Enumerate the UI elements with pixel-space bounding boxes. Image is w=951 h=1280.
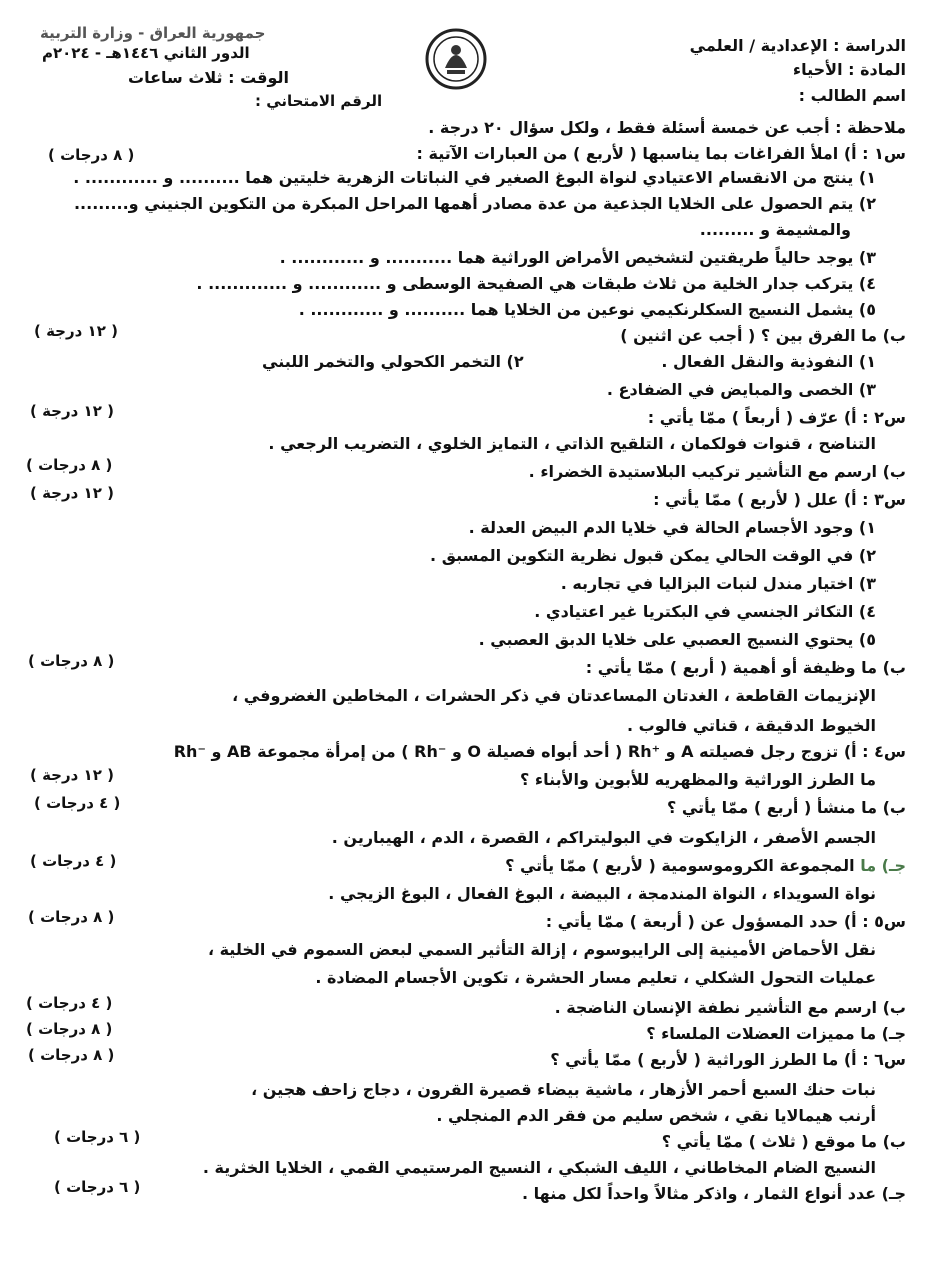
header-subject: المادة : الأحياء [792, 60, 906, 79]
q3-a1: ١) وجود الأجسام الحالة في خلايا الدم البيض العدلة . [468, 518, 876, 537]
q3-a-heading: س٣ : أ) علل ( لأربع ) ممّا يأتي : [653, 490, 906, 509]
q1-b3: ٣) الخصى والمبايض في الضفادع . [606, 380, 876, 399]
q6-b-marks: ( ٦ درجات ) [54, 1128, 141, 1146]
header-time: الوقت : ثلاث ساعات [128, 68, 290, 87]
q4-c-items: نواة السويداء ، النواة المندمجة ، البيضة ، البوغ الفعال ، البوغ الزيجي . [328, 884, 876, 903]
ministry-seal-icon [425, 28, 487, 90]
q5-a-heading: س٥ : أ) حدد المسؤول عن ( أربعة ) ممّا يأتي : [545, 912, 906, 931]
q4-c-rest: المجموعة الكروموسومية ( لأربع ) ممّا يأتي ؟ [505, 856, 855, 875]
q4-a-question: ما الطرز الوراثية والمظهريه للأبوين والأبناء ؟ [520, 770, 876, 789]
q3-a5: ٥) يحتوي النسيج العصبي على خلايا الدبق العصبي . [478, 630, 876, 649]
q5-b-marks: ( ٤ درجات ) [26, 994, 113, 1012]
q5-a-marks: ( ٨ درجات ) [28, 908, 115, 926]
header-ministry: جمهورية العراق - وزارة التربية [40, 24, 266, 42]
header-exam-number: الرقم الامتحاني : [255, 92, 383, 110]
q4-a-marks: ( ١٢ درجة ) [30, 766, 114, 784]
q2-b-marks: ( ٨ درجات ) [26, 456, 113, 474]
q4-a-heading: س٤ : أ) تزوج رجل فصيلته A و ⁺Rh ( أحد أبواه فصيلة O و ⁻Rh ) من إمرأة مجموعة AB و ⁻Rh [173, 742, 906, 761]
q5-c-marks: ( ٨ درجات ) [26, 1020, 113, 1038]
q1-a4: ٤) يتركب جدار الخلية من ثلاث طبقات هي الصفيحة الوسطى و ............ و ............. . [196, 274, 876, 293]
q3-a-marks: ( ١٢ درجة ) [30, 484, 114, 502]
q2-b-heading: ب) ارسم مع التأشير تركيب البلاستيدة الخضراء . [528, 462, 906, 481]
q4-b-items: الجسم الأصفر ، الزايكوت في البوليتراكم ، القصرة ، الدم ، الهيبارين . [331, 828, 876, 847]
header-study: الدراسة : الإعدادية / العلمي [689, 36, 906, 55]
q2-a-items: التناضح ، قنوات فولكمان ، التلقيح الذاتي ، التمايز الخلوي ، التضريب الرجعي . [268, 434, 876, 453]
q5-a-items2: عمليات التحول الشكلي ، تعليم مسار الحشرة ، تكوين الأجسام المضادة . [315, 968, 876, 987]
q1-a3: ٣) يوجد حالياً طريقتين لتشخيص الأمراض الوراثية هما ........... و ............ . [279, 248, 876, 267]
q3-a4: ٤) التكاثر الجنسي في البكتريا غير اعتيادي . [534, 602, 876, 621]
q4-b-marks: ( ٤ درجات ) [34, 794, 121, 812]
q4-c-marks: ( ٤ درجات ) [30, 852, 117, 870]
q1-a2: ٢) يتم الحصول على الخلايا الجذعية من عدة مصادر أهمها المراحل المبكرة من التكوين الجنيني و......... [73, 194, 876, 213]
q1-b2: ٢) التخمر الكحولي والتخمر اللبني [262, 352, 524, 371]
q4-c-prefix: جـ) ما [854, 856, 906, 875]
q3-b-items2: الخيوط الدقيقة ، قناتي فالوب . [627, 716, 876, 735]
q2-a-heading: س٢ : أ) عرّف ( أربعاً ) ممّا يأتي : [647, 408, 906, 427]
q1-a5: ٥) يشمل النسيج السكلرنكيمي نوعين من الخلايا هما .......... و ............ . [298, 300, 876, 319]
header-student-name: اسم الطالب : [798, 86, 906, 105]
q1-a-heading: س١ : أ) املأ الفراغات بما يناسبها ( لأربع ) من العبارات الآتية : [416, 144, 906, 163]
q5-b-heading: ب) ارسم مع التأشير نطفة الإنسان الناضجة . [554, 998, 906, 1017]
q1-b1: ١) النفوذية والنقل الفعال . [661, 352, 876, 371]
q3-a3: ٣) اختيار مندل لنبات البزاليا في تجاربه . [560, 574, 876, 593]
q6-a-items2: أرنب هيمالايا نقي ، شخص سليم من فقر الدم المنجلي . [436, 1106, 876, 1125]
q3-b-marks: ( ٨ درجات ) [28, 652, 115, 670]
q1-b-marks: ( ١٢ درجة ) [34, 322, 118, 340]
q6-c-heading: جـ) عدد أنواع الثمار ، واذكر مثالاً واحداً لكل منها . [521, 1184, 906, 1203]
q6-a-heading: س٦ : أ) ما الطرز الوراثية ( لأربع ) ممّا يأتي ؟ [550, 1050, 906, 1069]
q3-b-items1: الإنزيمات القاطعة ، الغدتان المساعدتان في ذكر الحشرات ، المخاطين الغضروفي ، [232, 686, 876, 705]
q6-a-items1: نبات حنك السبع أحمر الأزهار ، ماشية بيضاء قصيرة القرون ، دجاج زاحف هجين ، [251, 1080, 876, 1099]
q1-a1: ١) ينتج من الانقسام الاعتيادي لنواة البوغ الصغير في النباتات الزهرية خليتين هما .......... و ............ . [73, 168, 876, 187]
q6-b-items: النسيج الضام المخاطاني ، الليف الشبكي ، النسيج المرستيمي القمي ، الخلايا الخثرية . [202, 1158, 876, 1177]
q5-a-items1: نقل الأحماض الأمينية إلى الرايبوسوم ، إزالة التأثير السمي لبعض السموم في الخلية ، [207, 940, 876, 959]
q6-b-heading: ب) ما موقع ( ثلاث ) ممّا يأتي ؟ [661, 1132, 906, 1151]
q3-b-heading: ب) ما وظيفة أو أهمية ( أربع ) ممّا يأتي : [585, 658, 906, 677]
header-session: الدور الثاني ١٤٤٦هـ - ٢٠٢٤م [42, 44, 250, 62]
q3-a2: ٢) في الوقت الحالي يمكن قبول نظرية التكوين المسبق . [430, 546, 876, 565]
q1-b-heading: ب) ما الفرق بين ؟ ( أجب عن اثنين ) [620, 326, 906, 345]
q6-c-marks: ( ٦ درجات ) [54, 1178, 141, 1196]
q6-a-marks: ( ٨ درجات ) [28, 1046, 115, 1064]
exam-note: ملاحظة : أجب عن خمسة أسئلة فقط ، ولكل سؤال ٢٠ درجة . [428, 118, 906, 137]
q4-b-heading: ب) ما منشأ ( أربع ) ممّا يأتي ؟ [667, 798, 906, 817]
q1-a2b: والمشيمة و ......... [699, 220, 851, 239]
q2-a-marks: ( ١٢ درجة ) [30, 402, 114, 420]
q4-c-heading [505, 856, 906, 875]
q1-a-marks: ( ٨ درجات ) [48, 146, 135, 164]
q5-c-heading: جـ) ما مميزات العضلات الملساء ؟ [646, 1024, 906, 1043]
